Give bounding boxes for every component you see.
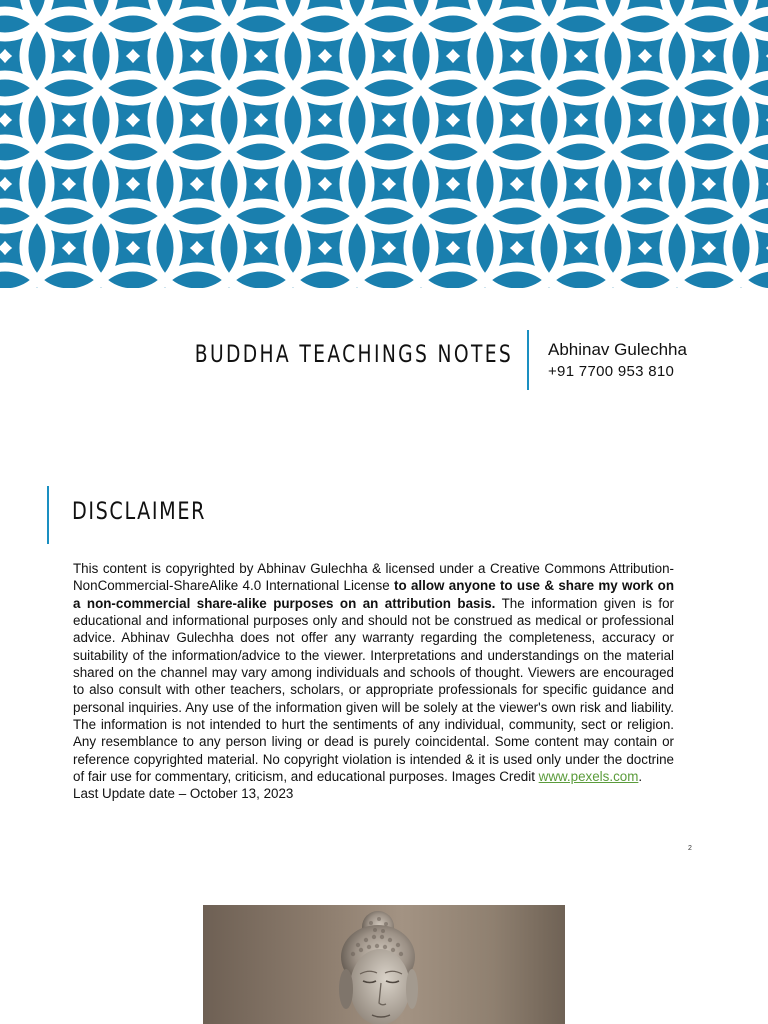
buddha-head-illustration — [203, 905, 565, 1024]
disclaimer-text-part-2: The information given is for educational and informational purposes only and should not be construed as medical or professional advice. Abhinav Gulechha does not offer any warranty regarding the completeness, accuracy or suitability of the information/advice to the viewer. Interpretations and understandings on the material shared on the channel may vary among individuals and schools of thought. Viewers are encouraged to also consult with other teachers, scholars, or appropriate professionals for specific guidance and personal inquiries. Any use of the information given will be solely at the viewer's own risk and liability. The information is not intended to hurt the sentiments of any individual, community, sect or religion. Any resemblance to any person living or dead is purely coincidental. Some content may contain or reference copyrighted material. No copyright violation is intended & it is used only under the doctrine of fair use for commentary, criticism, and educational purposes. Images Credit — [73, 595, 675, 785]
title-block — [0, 330, 768, 390]
page-number: 2 — [688, 845, 692, 852]
disclaimer-text — [73, 560, 674, 803]
interlocking-circles-pattern — [0, 0, 768, 288]
section-accent-bar — [47, 486, 49, 544]
disclaimer-bold-text: to allow anyone to use & share my work on a non-commercial share-alike purposes on an attribution basis. — [73, 578, 674, 611]
last-update-date: Last Update date – October 13, 2023 — [73, 786, 294, 802]
disclaimer-heading: DISCLAIMER — [72, 497, 207, 525]
author-name: Abhinav Gulechha — [548, 340, 687, 359]
decorative-pattern-banner — [0, 0, 768, 288]
title-divider — [527, 330, 529, 390]
document-title: BUDDHA TEACHINGS NOTES — [194, 340, 513, 368]
disclaimer-text-part-3: . — [638, 769, 643, 785]
author-phone: +91 7700 953 810 — [548, 363, 675, 380]
disclaimer-text-part-1: This content is copyrighted by Abhinav Gulechha & licensed under a Creative Commons Attribution-NonCommercial-ShareAlike 4.0 International License — [73, 561, 674, 594]
buddha-statue-photo — [203, 905, 565, 1024]
pexels-link[interactable]: www.pexels.com — [538, 769, 639, 785]
